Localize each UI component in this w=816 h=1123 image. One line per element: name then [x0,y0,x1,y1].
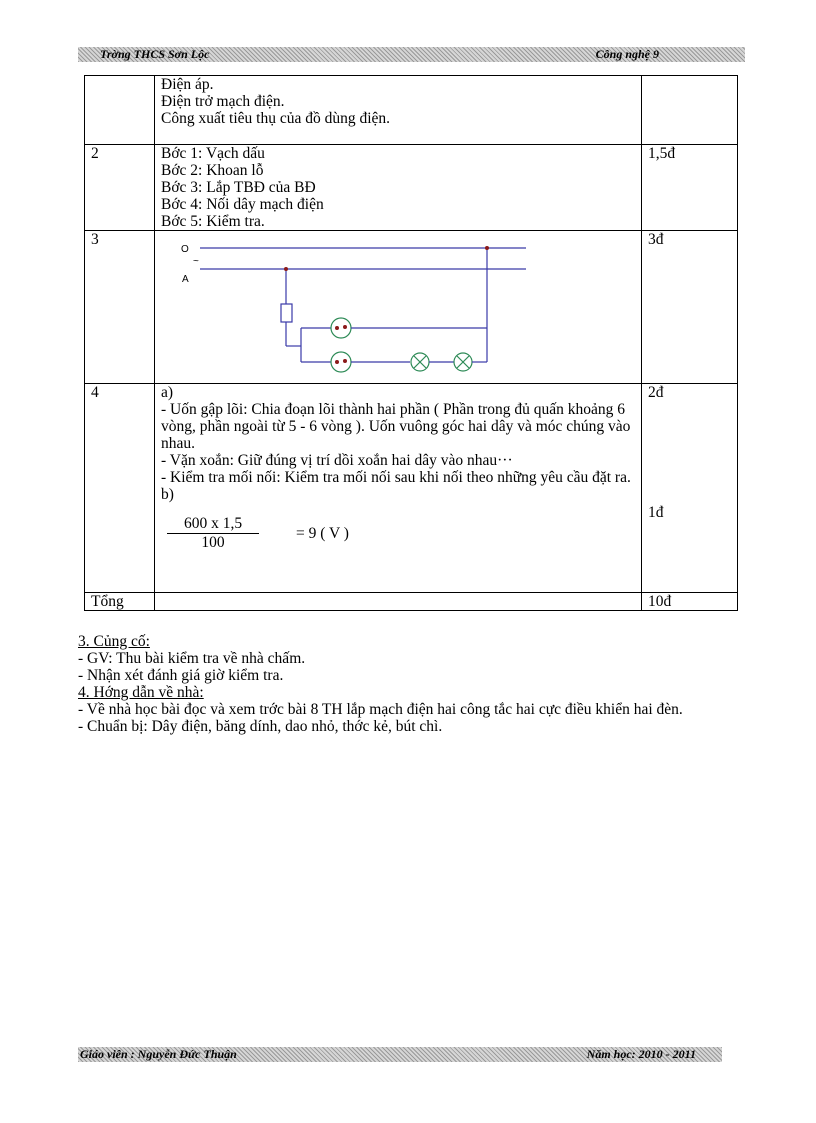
table-row [85,231,738,384]
content-line: Bớc 1: Vạch dấu [161,145,265,162]
header-band [78,47,745,62]
section-3-line: - GV: Thu bài kiểm tra về nhà chấm. [78,650,306,667]
section-3-line: - Nhận xét đánh giá giờ kiểm tra. [78,667,284,684]
fraction [167,515,259,551]
row-content [155,384,642,593]
table-row [85,593,738,611]
content-line: Bớc 4: Nối dây mạch điện [161,196,324,213]
label-tilde: ~ [193,256,199,267]
fuse-symbol [281,304,292,322]
school-year: Năm học: 2010 - 2011 [586,1047,696,1061]
table-row [85,145,738,231]
socket-pin [335,360,339,364]
denominator: 100 [201,534,225,551]
content-line: - Uốn gập lõi: Chia đoạn lõi thành hai phần ( Phần trong đủ quấn khoảng 6 vòng, phần ngoài từ 5 - 6 vòng ). Uốn vuông góc hai dây và móc chúng vào nhau. [161,401,631,452]
content-line: Bớc 3: Lắp TBĐ của BĐ [161,179,316,196]
circuit-diagram [155,231,641,379]
row-score [642,76,738,145]
row-number: 4 [85,384,155,593]
formula-result: = 9 ( V ) [296,525,349,542]
content-line: Công xuất tiêu thụ của đồ dùng điện. [161,110,391,127]
section-3-title: 3. Củng cố: [78,633,150,650]
section-4-line: - Về nhà học bài đọc và xem trớc bài 8 TH lắp mạch điện hai công tắc hai cực điều khiển hai đèn. [78,701,683,718]
numerator: 600 x 1,5 [167,515,259,534]
socket-pin [343,359,347,363]
label-a: A [182,274,189,285]
score-a: 2đ [648,384,664,401]
school-name: Trờng THCS Sơn Lộc [100,47,210,61]
junction-dot [485,246,489,250]
score-b: 1đ [648,504,664,521]
section-4-line: - Chuẩn bị: Dây điện, băng dính, dao nhỏ, thớc kẻ, bút chì. [78,718,443,735]
socket-pin [343,325,347,329]
section-4-title: 4. Hớng dẫn về nhà: [78,684,204,701]
junction-dot [284,267,288,271]
content-line: - Kiểm tra mối nối: Kiểm tra mối nối sau khi nối theo những yêu cầu đặt ra. [161,469,631,486]
part-b-label: b) [161,486,174,503]
row-number: 3 [85,231,155,384]
row-score: 10đ [642,593,738,611]
lesson-notes [78,633,738,735]
content-line: Điện áp. [161,76,214,93]
subject-name: Công nghệ 9 [595,47,659,61]
content-line: - Vặn xoắn: Giữ đúng vị trí dồi xoắn hai dây vào nhau··· [161,452,513,469]
row-number [85,76,155,145]
row-content [155,76,642,145]
row-number: 2 [85,145,155,231]
label-o: O [181,244,189,255]
teacher-name: Giáo viên : Nguyễn Đức Thuận [80,1047,237,1061]
content-line: Bớc 2: Khoan lỗ [161,162,264,179]
socket-2 [331,352,351,372]
content-line: Bớc 5: Kiểm tra. [161,213,265,230]
row-score [642,384,738,593]
content-line: Điện trở mạch điện. [161,93,285,110]
row-content [155,145,642,231]
row-number: Tổng [85,593,155,611]
table-row [85,76,738,145]
socket-1 [331,318,351,338]
socket-pin [335,326,339,330]
row-content [155,231,642,384]
answer-table [84,75,738,611]
table-row [85,384,738,593]
footer-band [78,1047,722,1062]
row-score: 1,5đ [642,145,738,231]
part-a-label: a) [161,384,174,401]
formula [161,515,637,565]
row-score: 3đ [642,231,738,384]
row-content [155,593,642,611]
